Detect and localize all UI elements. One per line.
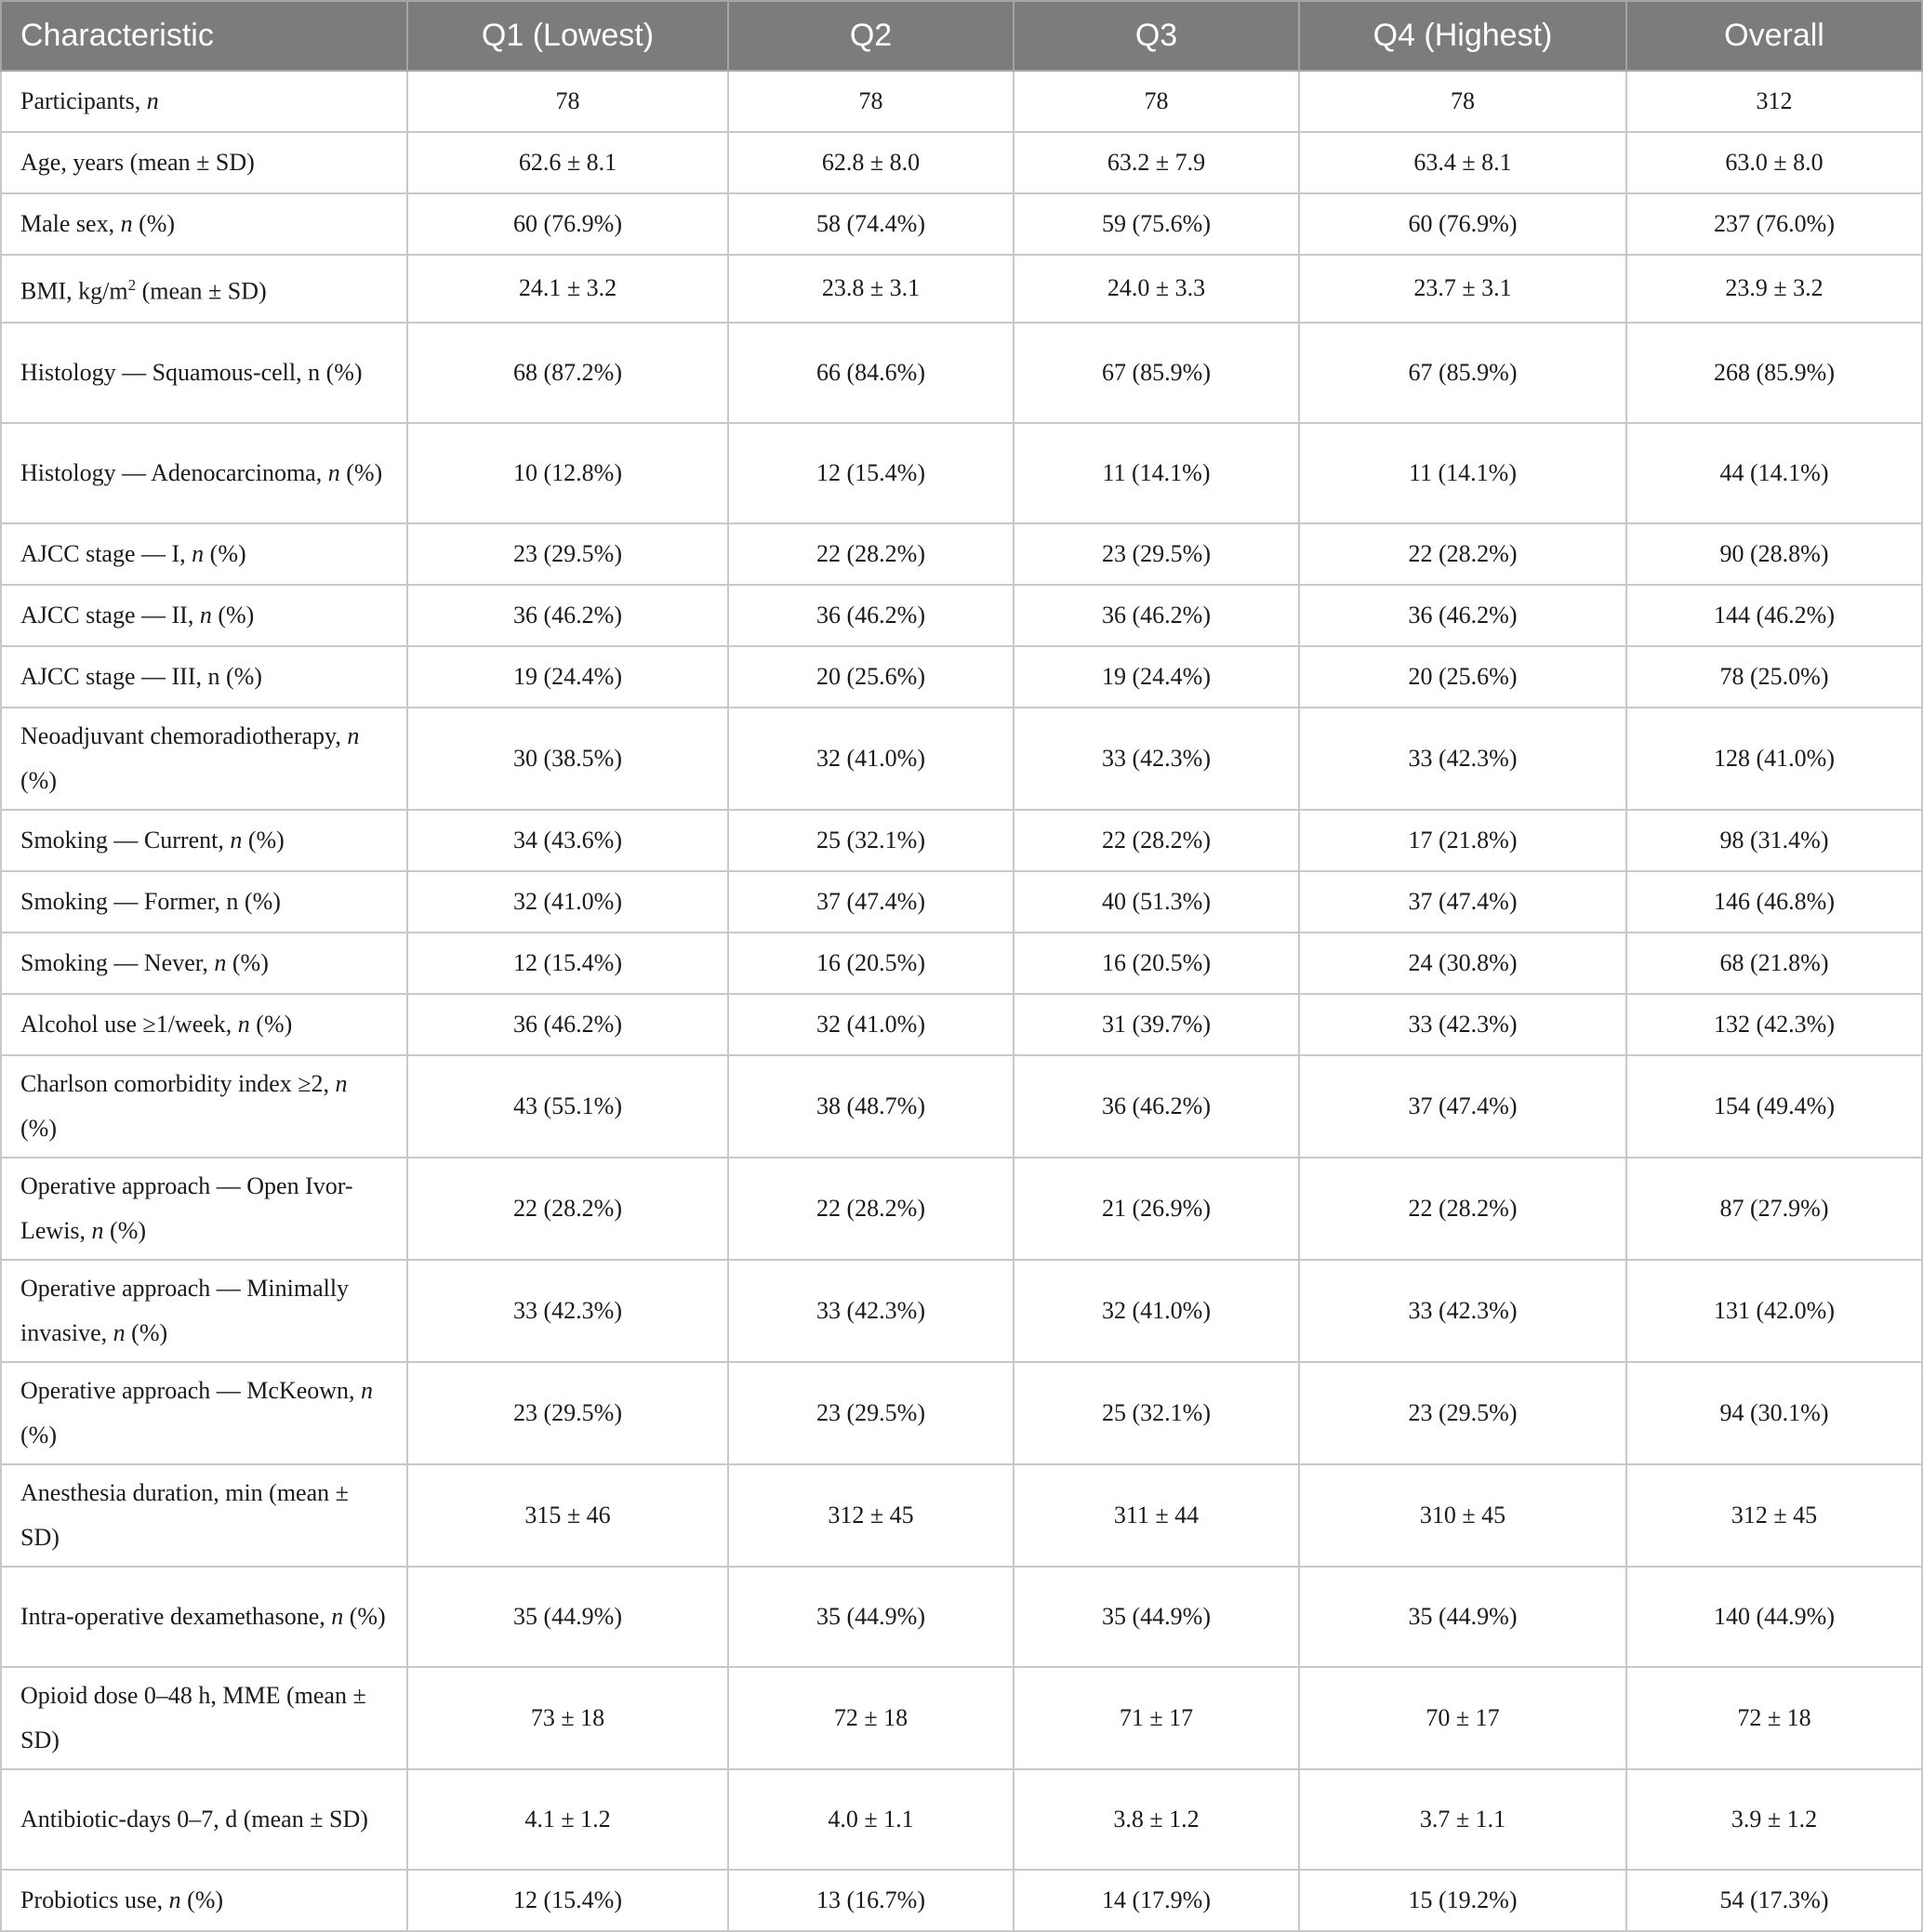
cell-q2: 12 (15.4%) xyxy=(728,423,1014,523)
cell-q4: 60 (76.9%) xyxy=(1299,193,1626,255)
table-row xyxy=(1,1055,1922,1158)
label-text: Opioid dose 0–48 h, MME (mean ± SD) xyxy=(20,1681,366,1753)
row-label xyxy=(1,193,407,255)
cell-q1: 30 (38.5%) xyxy=(407,708,728,810)
header-q4: Q4 (Highest) xyxy=(1299,1,1626,71)
cell-q4: 37 (47.4%) xyxy=(1299,871,1626,933)
label-text: (%) xyxy=(343,1602,386,1630)
row-label xyxy=(1,1260,407,1362)
cell-q3: 24.0 ± 3.3 xyxy=(1014,255,1299,323)
cell-overall: 144 (46.2%) xyxy=(1626,585,1922,646)
table-row xyxy=(1,1260,1922,1362)
table-row xyxy=(1,1667,1922,1769)
cell-overall: 3.9 ± 1.2 xyxy=(1626,1769,1922,1870)
label-text: Anesthesia duration, min (mean ± SD) xyxy=(20,1478,349,1551)
label-text: Neoadjuvant chemoradiotherapy, xyxy=(20,721,348,749)
cell-q4: 22 (28.2%) xyxy=(1299,1158,1626,1260)
label-text: Antibiotic-days 0–7, d (mean ± SD) xyxy=(20,1805,368,1833)
label-text: Operative approach — Open Ivor-Lewis, xyxy=(20,1171,353,1244)
label-italic-n: n xyxy=(91,1216,104,1244)
label-text: (%) xyxy=(20,1421,57,1449)
label-text: Participants, xyxy=(20,87,147,114)
cell-overall: 23.9 ± 3.2 xyxy=(1626,255,1922,323)
cell-overall: 54 (17.3%) xyxy=(1626,1870,1922,1931)
cell-q1: 35 (44.9%) xyxy=(407,1567,728,1667)
table-row xyxy=(1,71,1922,132)
header-characteristic: Characteristic xyxy=(1,1,407,71)
label-italic-n: n xyxy=(237,1010,250,1038)
cell-overall: 132 (42.3%) xyxy=(1626,994,1922,1055)
label-italic-n: n xyxy=(361,1376,374,1404)
label-text: Probiotics use, xyxy=(20,1886,169,1913)
cell-overall: 128 (41.0%) xyxy=(1626,708,1922,810)
label-text: Intra-operative dexamethasone, xyxy=(20,1602,332,1630)
cell-q1: 23 (29.5%) xyxy=(407,523,728,585)
label-italic-n: n xyxy=(335,1069,348,1097)
label-italic-n: n xyxy=(146,87,159,114)
label-italic-n: n xyxy=(230,826,243,854)
cell-q2: 66 (84.6%) xyxy=(728,323,1014,423)
cell-overall: 312 xyxy=(1626,71,1922,132)
table-row xyxy=(1,1567,1922,1667)
row-label xyxy=(1,1567,407,1667)
table-row xyxy=(1,132,1922,193)
cell-q2: 32 (41.0%) xyxy=(728,994,1014,1055)
label-italic-n: n xyxy=(214,948,227,976)
table-row xyxy=(1,193,1922,255)
cell-q1: 68 (87.2%) xyxy=(407,323,728,423)
table-row xyxy=(1,810,1922,871)
cell-q2: 36 (46.2%) xyxy=(728,585,1014,646)
cell-overall: 146 (46.8%) xyxy=(1626,871,1922,933)
row-label xyxy=(1,810,407,871)
cell-q1: 43 (55.1%) xyxy=(407,1055,728,1158)
header-q2: Q2 xyxy=(728,1,1014,71)
table-row xyxy=(1,585,1922,646)
table-row xyxy=(1,1769,1922,1870)
cell-q2: 35 (44.9%) xyxy=(728,1567,1014,1667)
cell-q1: 33 (42.3%) xyxy=(407,1260,728,1362)
label-text: (%) xyxy=(103,1216,147,1244)
cell-q4: 17 (21.8%) xyxy=(1299,810,1626,871)
cell-q3: 33 (42.3%) xyxy=(1014,708,1299,810)
row-label xyxy=(1,1769,407,1870)
cell-q3: 35 (44.9%) xyxy=(1014,1567,1299,1667)
row-label xyxy=(1,1055,407,1158)
table-row xyxy=(1,871,1922,933)
label-text: Smoking — Current, xyxy=(20,826,231,854)
cell-q4: 35 (44.9%) xyxy=(1299,1567,1626,1667)
cell-q4: 20 (25.6%) xyxy=(1299,646,1626,708)
row-label xyxy=(1,1158,407,1260)
row-label xyxy=(1,1667,407,1769)
header-q1: Q1 (Lowest) xyxy=(407,1,728,71)
cell-q2: 38 (48.7%) xyxy=(728,1055,1014,1158)
cell-q1: 60 (76.9%) xyxy=(407,193,728,255)
label-italic-n: n xyxy=(192,539,205,567)
cell-q3: 3.8 ± 1.2 xyxy=(1014,1769,1299,1870)
label-text: Male sex, xyxy=(20,210,121,237)
label-italic-n: n xyxy=(327,458,340,486)
label-italic-n: n xyxy=(199,601,212,629)
cell-q3: 63.2 ± 7.9 xyxy=(1014,132,1299,193)
cell-q3: 22 (28.2%) xyxy=(1014,810,1299,871)
label-text: (%) xyxy=(20,766,57,794)
cell-q1: 73 ± 18 xyxy=(407,1667,728,1769)
label-text: (%) xyxy=(249,1010,293,1038)
label-text: (%) xyxy=(180,1886,224,1913)
cell-q2: 4.0 ± 1.1 xyxy=(728,1769,1014,1870)
cell-overall: 87 (27.9%) xyxy=(1626,1158,1922,1260)
table-row xyxy=(1,1362,1922,1464)
row-label xyxy=(1,708,407,810)
cell-q2: 22 (28.2%) xyxy=(728,1158,1014,1260)
table-row xyxy=(1,646,1922,708)
cell-q3: 25 (32.1%) xyxy=(1014,1362,1299,1464)
cell-q1: 78 xyxy=(407,71,728,132)
cell-q3: 19 (24.4%) xyxy=(1014,646,1299,708)
cell-q4: 37 (47.4%) xyxy=(1299,1055,1626,1158)
cell-overall: 154 (49.4%) xyxy=(1626,1055,1922,1158)
label-text: (%) xyxy=(211,601,255,629)
cell-q3: 36 (46.2%) xyxy=(1014,1055,1299,1158)
label-text: Smoking — Former, n (%) xyxy=(20,887,281,915)
cell-q3: 311 ± 44 xyxy=(1014,1464,1299,1567)
cell-q1: 22 (28.2%) xyxy=(407,1158,728,1260)
label-text: (%) xyxy=(125,1318,168,1346)
cell-q4: 11 (14.1%) xyxy=(1299,423,1626,523)
cell-overall: 90 (28.8%) xyxy=(1626,523,1922,585)
table-body xyxy=(1,71,1922,1931)
label-italic-n: n xyxy=(113,1318,126,1346)
row-label xyxy=(1,323,407,423)
label-text: Operative approach — Minimally invasive, xyxy=(20,1274,350,1346)
label-text: (%) xyxy=(132,210,176,237)
label-text: Histology — Adenocarcinoma, xyxy=(20,458,328,486)
cell-q3: 78 xyxy=(1014,71,1299,132)
cell-q3: 16 (20.5%) xyxy=(1014,933,1299,994)
header-q3: Q3 xyxy=(1014,1,1299,71)
cell-overall: 140 (44.9%) xyxy=(1626,1567,1922,1667)
label-text: (%) xyxy=(20,1114,57,1142)
label-italic-n: n xyxy=(120,210,133,237)
label-text: Age, years (mean ± SD) xyxy=(20,149,255,176)
cell-q2: 16 (20.5%) xyxy=(728,933,1014,994)
cell-q1: 12 (15.4%) xyxy=(407,933,728,994)
cell-q4: 67 (85.9%) xyxy=(1299,323,1626,423)
table-row xyxy=(1,323,1922,423)
cell-q4: 36 (46.2%) xyxy=(1299,585,1626,646)
cell-overall: 63.0 ± 8.0 xyxy=(1626,132,1922,193)
label-text: (%) xyxy=(226,948,269,976)
cell-q1: 34 (43.6%) xyxy=(407,810,728,871)
cell-q4: 70 ± 17 xyxy=(1299,1667,1626,1769)
cell-q1: 36 (46.2%) xyxy=(407,994,728,1055)
label-text: AJCC stage — II, xyxy=(20,601,200,629)
cell-q2: 72 ± 18 xyxy=(728,1667,1014,1769)
header-overall: Overall xyxy=(1626,1,1922,71)
cell-q4: 33 (42.3%) xyxy=(1299,708,1626,810)
cell-q2: 32 (41.0%) xyxy=(728,708,1014,810)
cell-q2: 22 (28.2%) xyxy=(728,523,1014,585)
cell-q2: 13 (16.7%) xyxy=(728,1870,1014,1931)
cell-q1: 36 (46.2%) xyxy=(407,585,728,646)
row-label xyxy=(1,255,407,323)
cell-overall: 72 ± 18 xyxy=(1626,1667,1922,1769)
cell-q4: 33 (42.3%) xyxy=(1299,994,1626,1055)
cell-overall: 131 (42.0%) xyxy=(1626,1260,1922,1362)
table-row xyxy=(1,933,1922,994)
label-italic-n: n xyxy=(347,721,360,749)
row-label xyxy=(1,994,407,1055)
cell-q4: 23 (29.5%) xyxy=(1299,1362,1626,1464)
cell-q3: 71 ± 17 xyxy=(1014,1667,1299,1769)
cell-q1: 23 (29.5%) xyxy=(407,1362,728,1464)
cell-overall: 68 (21.8%) xyxy=(1626,933,1922,994)
cell-q4: 22 (28.2%) xyxy=(1299,523,1626,585)
cell-q1: 10 (12.8%) xyxy=(407,423,728,523)
row-label xyxy=(1,871,407,933)
row-label xyxy=(1,1870,407,1931)
cell-q4: 78 xyxy=(1299,71,1626,132)
label-text: AJCC stage — III, n (%) xyxy=(20,662,262,690)
table-row xyxy=(1,523,1922,585)
cell-q3: 40 (51.3%) xyxy=(1014,871,1299,933)
cell-q3: 32 (41.0%) xyxy=(1014,1260,1299,1362)
label-text: (%) xyxy=(204,539,246,567)
row-label xyxy=(1,523,407,585)
cell-q2: 312 ± 45 xyxy=(728,1464,1014,1567)
cell-overall: 98 (31.4%) xyxy=(1626,810,1922,871)
table-row xyxy=(1,1158,1922,1260)
cell-q4: 24 (30.8%) xyxy=(1299,933,1626,994)
cell-q1: 19 (24.4%) xyxy=(407,646,728,708)
cell-q4: 3.7 ± 1.1 xyxy=(1299,1769,1626,1870)
row-label xyxy=(1,1362,407,1464)
cell-q3: 23 (29.5%) xyxy=(1014,523,1299,585)
row-label xyxy=(1,933,407,994)
cell-q1: 24.1 ± 3.2 xyxy=(407,255,728,323)
label-superscript: 2 xyxy=(127,276,137,294)
table-row xyxy=(1,255,1922,323)
table-row xyxy=(1,1870,1922,1931)
cell-q3: 31 (39.7%) xyxy=(1014,994,1299,1055)
table-header-row xyxy=(1,1,1922,71)
row-label xyxy=(1,585,407,646)
cell-q2: 23.8 ± 3.1 xyxy=(728,255,1014,323)
cell-q2: 58 (74.4%) xyxy=(728,193,1014,255)
cell-overall: 44 (14.1%) xyxy=(1626,423,1922,523)
table-row xyxy=(1,1464,1922,1567)
label-text: Charlson comorbidity index ≥2, xyxy=(20,1069,336,1097)
row-label xyxy=(1,423,407,523)
label-text: Histology — Squamous-cell, n (%) xyxy=(20,358,363,386)
cell-q1: 315 ± 46 xyxy=(407,1464,728,1567)
cell-q4: 63.4 ± 8.1 xyxy=(1299,132,1626,193)
row-label xyxy=(1,646,407,708)
cell-q2: 20 (25.6%) xyxy=(728,646,1014,708)
label-italic-n: n xyxy=(168,1886,181,1913)
label-text: Alcohol use ≥1/week, xyxy=(20,1010,238,1038)
cell-q3: 67 (85.9%) xyxy=(1014,323,1299,423)
cell-q4: 23.7 ± 3.1 xyxy=(1299,255,1626,323)
cell-overall: 78 (25.0%) xyxy=(1626,646,1922,708)
cell-q2: 33 (42.3%) xyxy=(728,1260,1014,1362)
cell-q2: 78 xyxy=(728,71,1014,132)
row-label xyxy=(1,71,407,132)
table-row xyxy=(1,994,1922,1055)
cell-q2: 23 (29.5%) xyxy=(728,1362,1014,1464)
cell-overall: 312 ± 45 xyxy=(1626,1464,1922,1567)
cell-q4: 15 (19.2%) xyxy=(1299,1870,1626,1931)
table-row xyxy=(1,708,1922,810)
cell-overall: 268 (85.9%) xyxy=(1626,323,1922,423)
cell-q3: 21 (26.9%) xyxy=(1014,1158,1299,1260)
cell-q3: 11 (14.1%) xyxy=(1014,423,1299,523)
label-text: Operative approach — McKeown, xyxy=(20,1376,362,1404)
cell-q4: 33 (42.3%) xyxy=(1299,1260,1626,1362)
row-label xyxy=(1,1464,407,1567)
cell-overall: 237 (76.0%) xyxy=(1626,193,1922,255)
cell-q4: 310 ± 45 xyxy=(1299,1464,1626,1567)
cell-q2: 62.8 ± 8.0 xyxy=(728,132,1014,193)
label-text: AJCC stage — I, xyxy=(20,539,192,567)
row-label xyxy=(1,132,407,193)
cell-q2: 37 (47.4%) xyxy=(728,871,1014,933)
label-text: (%) xyxy=(242,826,285,854)
cell-q1: 32 (41.0%) xyxy=(407,871,728,933)
cell-q3: 36 (46.2%) xyxy=(1014,585,1299,646)
label-text: Smoking — Never, xyxy=(20,948,215,976)
cell-q2: 25 (32.1%) xyxy=(728,810,1014,871)
cell-q3: 14 (17.9%) xyxy=(1014,1870,1299,1931)
label-text: BMI, kg/m xyxy=(20,277,128,305)
label-text: (mean ± SD) xyxy=(136,277,267,305)
cell-overall: 94 (30.1%) xyxy=(1626,1362,1922,1464)
cell-q1: 4.1 ± 1.2 xyxy=(407,1769,728,1870)
table-row xyxy=(1,423,1922,523)
label-italic-n: n xyxy=(331,1602,344,1630)
cell-q3: 59 (75.6%) xyxy=(1014,193,1299,255)
cell-q1: 12 (15.4%) xyxy=(407,1870,728,1931)
cell-q1: 62.6 ± 8.1 xyxy=(407,132,728,193)
label-text: (%) xyxy=(339,458,383,486)
